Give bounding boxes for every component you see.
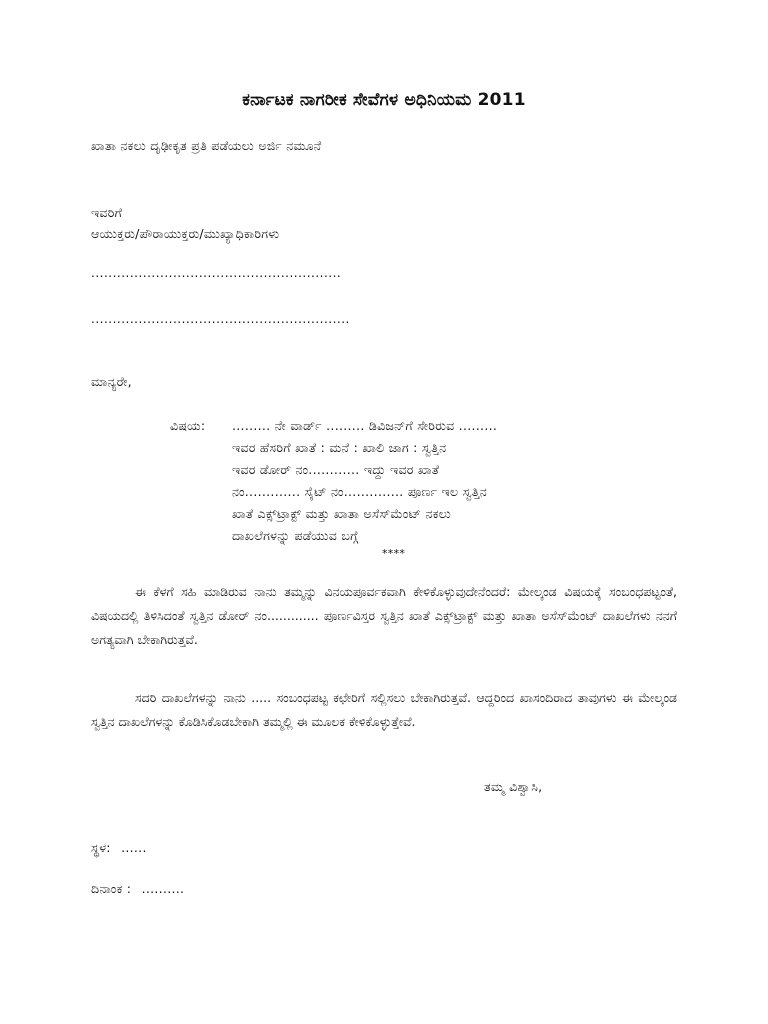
subject-line-1: ......... ನೇ ವಾರ್ಡ್ ......... ಡಿವಿಜನ್‌ಗೆ ಸೇರಿರುವ ......... (232, 418, 498, 433)
subject-line-3: ಇವರ ಡೋರ್ ನಂ............ ಇದ್ದು ಇವರ ಖಾತೆ (232, 462, 440, 477)
subject-line-4: ನಂ............. ಸೈಟ್ ನಂ.............. ಪೂರ್ಣ ಇಲ ಸ್ವತ್ತಿನ (232, 484, 488, 499)
subject-line-6: ದಾಖಲೆಗಳನ್ನು ಪಡೆಯುವ ಬಗ್ಗೆ (232, 528, 359, 543)
subject-line-2: ಇವರ ಹೆಸರಿಗೆ ಖಾತೆ : ಮನೆ : ಖಾಲಿ ಜಾಗ : ಸ್ವತ್ತಿನ (232, 440, 447, 455)
form-subtitle: ಖಾತಾ ನಕಲು ದೃಢೀಕೃತ ಪ್ರತಿ ಪಡೆಯಲು ಅರ್ಜಿ ನಮೂನೆ (91, 138, 322, 153)
place-label: ಸ್ಥಳ: (91, 840, 111, 855)
subject-label: ವಿಷಯ: (170, 418, 206, 433)
document-title: ಕರ್ನಾಟಕ ನಾಗರೀಕ ಸೇವೆಗಳ ಅಧಿನಿಯಮ 2011 (242, 90, 526, 110)
body-paragraph-2: ಸದರಿ ದಾಖಲೆಗಳನ್ನು ನಾನು ..... ಸಂಬಂಧಪಟ್ಟ ಕಛೇರಿಗೆ ಸಲ್ಲಿಸಲು ಬೇಕಾಗಿರುತ್ತವೆ. ಆದ್ದರಿಂದ ಖಾಸಂದಿರಾದ ತಾವುಗಳು ಈ ಮೇಲ್ಕಂಡ ಸ್ವತ್ತಿನ ದಾಖಲೆಗಳನ್ನು ಕೊಡಿಸಿಕೊಡಬೇಕಾಗಿ ತಮ್ಮಲ್ಲಿ ಈ ಮೂಲಕ ಕೇಳಿಕೊಳ್ಳುತ್ತೇವೆ. (91, 690, 677, 729)
address-line-1: .......................................................... (91, 266, 342, 280)
subject-stars: **** (382, 547, 406, 560)
subject-line-5: ಖಾತೆ ಎಕ್ಸ್‌ಟ್ರಾಕ್ಟ್ ಮತ್ತು ಖಾತಾ ಅಸೆಸ್‌ಮೆಂಟ್ ನಕಲು (232, 506, 452, 521)
place-value: ...... (121, 840, 147, 855)
address-line-2: ............................................................ (91, 312, 350, 326)
recipient-designation: ಆಯುಕ್ತರು/ಪೌರಾಯುಕ್ತರು/ಮುಖ್ಯಾಧಿಕಾರಿಗಳು (91, 226, 280, 241)
recipient-to-label: ಇವರಿಗೆ (91, 205, 123, 220)
date-label: ದಿನಾಂಕ : (91, 881, 132, 896)
salutation: ಮಾನ್ಯರೇ, (91, 374, 132, 389)
body-paragraph-1: ಈ ಕೆಳಗೆ ಸಹಿ ಮಾಡಿರುವ ನಾನು ತಮ್ಮನ್ನು ವಿನಯಪೂರ್ವಕವಾಗಿ ಕೇಳಿಕೊಳ್ಳುವುದೇನೆಂದರೆ: ಮೇಲ್ಕಂಡ ವಿಷಯಕ್ಕೆ ಸಂಬಂಧಪಟ್ಟಂತೆ, ವಿಷಯದಲ್ಲಿ ತಿಳಿಸಿದಂತೆ ಸ್ವತ್ತಿನ ಡೋರ್ ನಂ............. ಪೂರ್ಣವಿಸ್ತರ ಸ್ವತ್ತಿನ ಖಾತೆ ಎಕ್ಸ್‌ಟ್ರಾಕ್ಟ್ ಮತ್ತು ಖಾತಾ ಅಸೆಸ್‌ಮೆಂಟ್ ದಾಖಲೆಗಳು ನನಗೆ ಅಗತ್ಯವಾಗಿ ಬೇಕಾಗಿರುತ್ತವೆ. (91, 584, 677, 647)
closing-signoff: ತಮ್ಮ ವಿಶ್ವಾಸಿ, (484, 779, 543, 794)
place-field (91, 840, 147, 856)
date-value: .......... (141, 881, 185, 896)
date-field (91, 881, 184, 897)
